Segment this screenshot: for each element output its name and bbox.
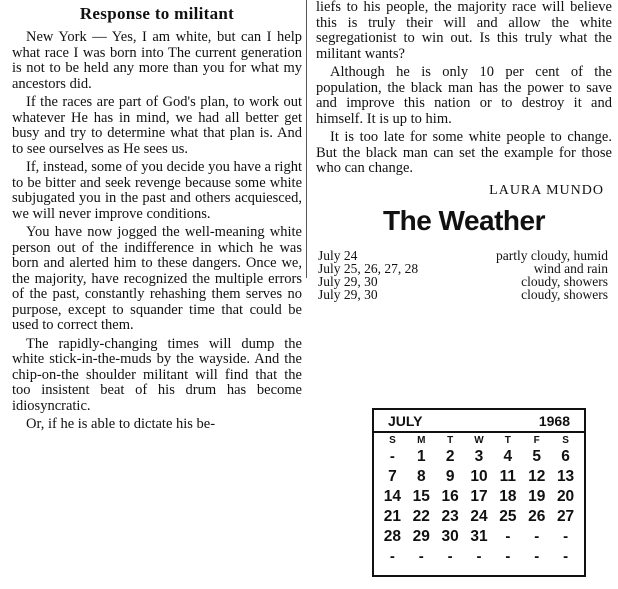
calendar-day: 1 <box>416 448 426 465</box>
calendar-day: 7 <box>388 468 397 485</box>
calendar-weekday: S <box>389 435 396 446</box>
calendar-day: 5 <box>532 448 542 465</box>
forecast-condition: cloudy, showers <box>521 273 608 289</box>
article-paragraph: If, instead, some of you decide you have a right to be bitter and seek revenge because some white subjugated you in the past and others acquiesced, we will never improve conditions. <box>12 159 302 222</box>
calendar-day: 10 <box>470 468 488 485</box>
calendar-day: 11 <box>499 468 517 485</box>
calendar-blank-cell: - <box>389 548 395 565</box>
forecast-dates: July 24 <box>318 247 358 263</box>
calendar-year: 1968 <box>538 413 570 429</box>
author-signature: LAURA MUNDO <box>489 182 604 198</box>
calendar-day: 29 <box>412 528 430 545</box>
article-paragraph: If the races are part of God's plan, to work out whatever He has in mind, we had all better get busy and try to determine what that plan is. And to see ourselves as He sees us. <box>12 94 302 157</box>
forecast-dates: July 25, 26, 27, 28 <box>318 260 419 276</box>
calendar-day: 23 <box>441 508 459 525</box>
calendar-day: 24 <box>470 508 488 525</box>
calendar-day: 21 <box>383 508 402 525</box>
calendar-blank-cell: - <box>563 548 569 565</box>
article-headline: Response to militant <box>79 4 235 23</box>
calendar-day: 16 <box>441 488 459 505</box>
article-right-column <box>316 0 612 301</box>
calendar-weekday: T <box>504 435 511 446</box>
forecast-dates: July 29, 30 <box>318 273 378 289</box>
calendar-day: 15 <box>412 488 430 505</box>
forecast-row <box>318 262 608 275</box>
calendar-blank-cell: - <box>563 528 569 545</box>
article-paragraph: Although he is only 10 per cent of the population, the black man has the power to save and improve this nation or to destroy it and himself. It is up to him. <box>316 64 612 127</box>
calendar-header <box>374 410 584 433</box>
calendar-day: 26 <box>528 508 546 525</box>
article-paragraph: It is too late for some white people to change. But the black man can set the example for those who can change. <box>316 129 612 176</box>
calendar <box>372 408 586 577</box>
article-paragraph: You have now jogged the well-meaning white person out of the indifference in which he was born and alerted him to these dangers. Once we, the majority, have recognized the multiple errors of the past, constantly rehashing them serves no purpose, except to squander time that could be used to correct them. <box>12 224 302 333</box>
calendar-day: 13 <box>556 468 575 485</box>
article-paragraph: Or, if he is able to dictate his be- <box>26 416 216 432</box>
calendar-blank-cell: - <box>534 528 540 545</box>
calendar-weekday: T <box>447 435 454 446</box>
calendar-day: 20 <box>556 488 575 505</box>
calendar-blank-cell: - <box>476 548 482 565</box>
calendar-blank-cell: - <box>389 448 395 465</box>
calendar-day: 2 <box>445 448 455 465</box>
article-paragraph: The rapidly-changing times will dump the white stick-in-the-muds by the wayside. And the chip-on-the shoulder militant will find that the too insistent beat of his drum has become idiosyncratic. <box>12 335 302 414</box>
calendar-day: 14 <box>383 488 402 505</box>
forecast-condition: cloudy, showers <box>521 286 608 302</box>
calendar-weekday: M <box>417 435 426 446</box>
calendar-day: 27 <box>556 508 575 525</box>
calendar-weekday: F <box>533 435 540 446</box>
calendar-day: 18 <box>499 488 517 505</box>
column-divider <box>306 0 307 278</box>
forecast-condition: partly cloudy, humid <box>496 247 608 263</box>
forecast-dates: July 29, 30 <box>318 286 378 302</box>
article-paragraph: liefs to his people, the majority race will believe this is truly their will and allow the white segregationist to win out. Is this truly what the militant wants? <box>316 0 612 62</box>
calendar-blank-cell: - <box>534 548 540 565</box>
weather-title: The Weather <box>382 204 546 236</box>
calendar-day: 31 <box>470 528 488 545</box>
calendar-day: 28 <box>383 528 402 545</box>
calendar-day: 17 <box>470 488 488 505</box>
calendar-grid <box>374 433 584 567</box>
calendar-day: 22 <box>412 508 430 525</box>
calendar-day: 9 <box>445 468 455 485</box>
calendar-month: JULY <box>388 413 423 429</box>
forecast-row <box>318 249 608 262</box>
calendar-weekday: W <box>474 435 484 446</box>
weather-forecast-table <box>318 249 608 301</box>
forecast-row <box>318 275 608 288</box>
calendar-blank-cell: - <box>505 528 511 545</box>
calendar-blank-cell: - <box>505 548 511 565</box>
calendar-day: 19 <box>528 488 546 505</box>
calendar-day: 25 <box>499 508 517 525</box>
calendar-blank-cell: - <box>418 548 424 565</box>
calendar-blank-cell: - <box>447 548 453 565</box>
calendar-day: 6 <box>561 448 570 465</box>
calendar-day: 4 <box>503 448 513 465</box>
forecast-condition: wind and rain <box>533 260 608 276</box>
forecast-row <box>318 288 608 301</box>
article-left-column <box>12 0 302 436</box>
article-paragraph: New York — Yes, I am white, but can I help what race I was born into The current generation is not to be held any more than you for what my ancestors did. <box>12 29 302 92</box>
calendar-day: 12 <box>528 468 546 485</box>
calendar-day: 8 <box>416 468 426 485</box>
calendar-day: 30 <box>441 528 459 545</box>
calendar-day: 3 <box>474 448 484 465</box>
calendar-weekday: S <box>562 435 569 446</box>
